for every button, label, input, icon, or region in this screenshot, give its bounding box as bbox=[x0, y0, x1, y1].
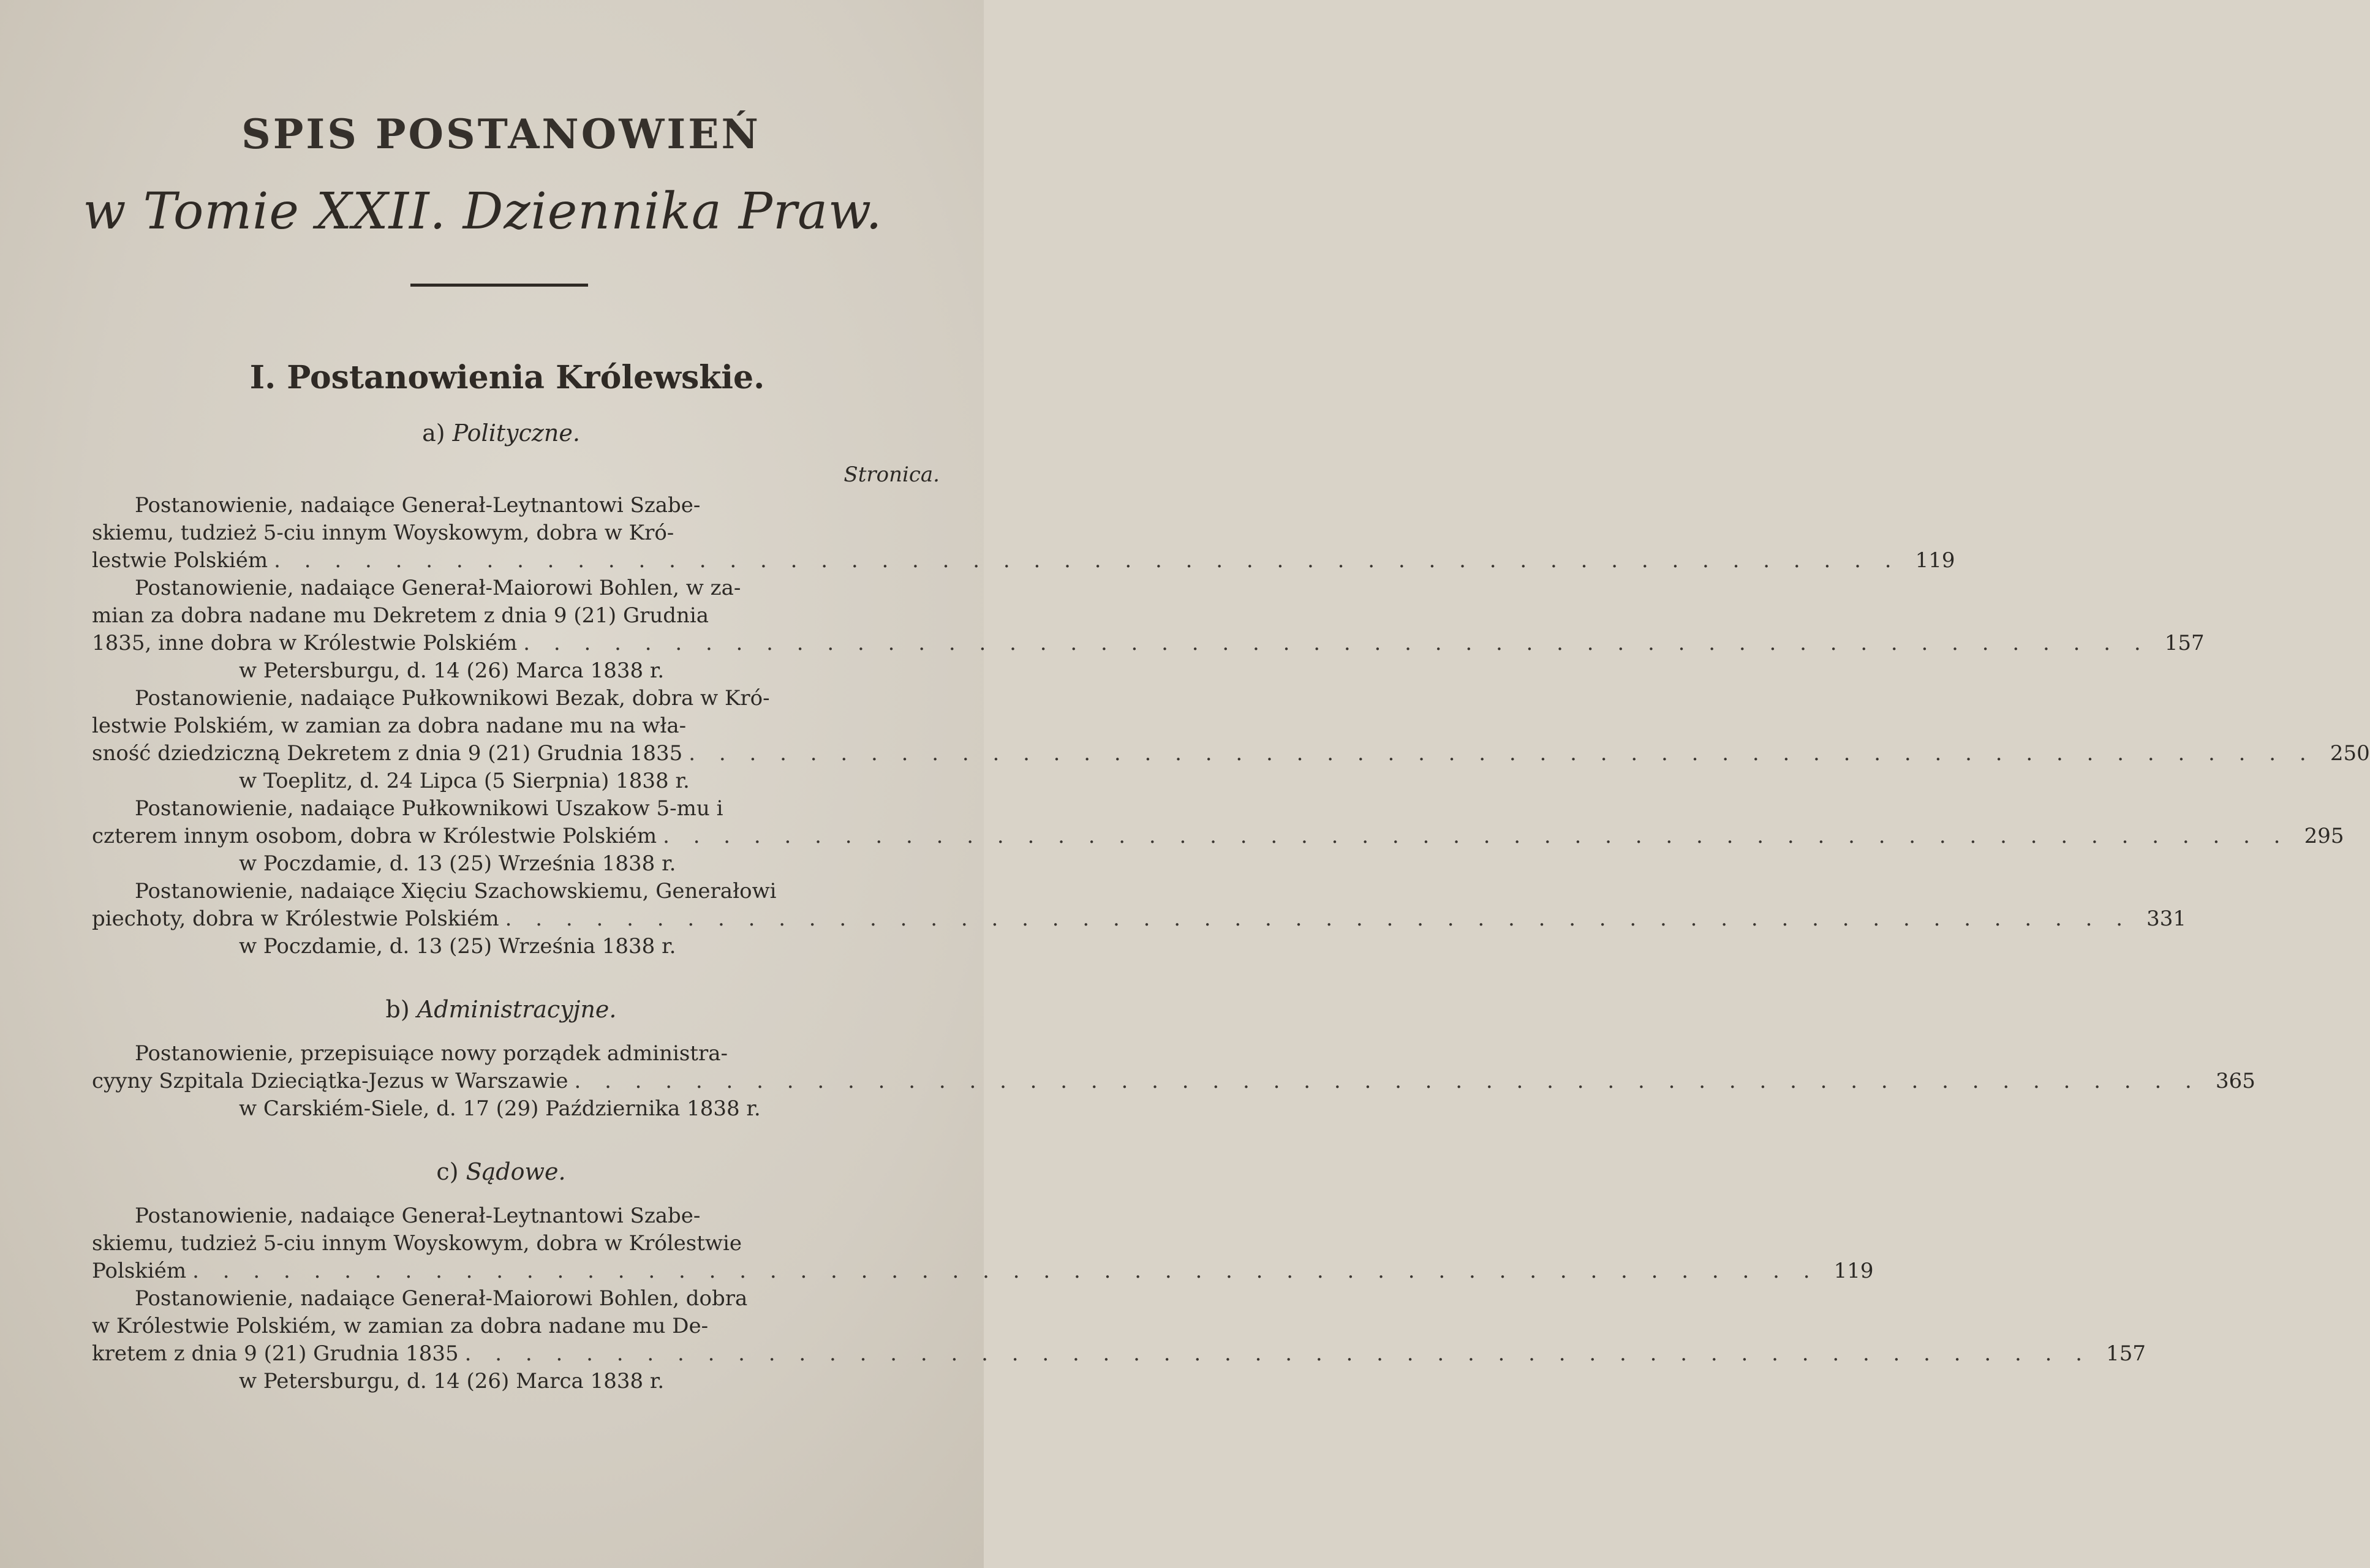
title-divider bbox=[410, 284, 588, 287]
entry-date: w Toeplitz, d. 24 Lipca (5 Sierpnia) 1838 r. bbox=[239, 769, 690, 793]
subsection-b-heading bbox=[92, 996, 910, 1023]
leader-dots: . . . . . . . . . . . . . . . . . . . . . . . . . . . . . . . . . . . . . . . . . . . . . . . . . . . . . . bbox=[523, 631, 2149, 655]
subsection-c-letter: c) bbox=[436, 1158, 459, 1185]
entry-page-number: 119 bbox=[1833, 1259, 1874, 1283]
entry-line: cyyny Szpitala Dzieciątka-Jezus w Warszawie . . . . . . . . . . . . . . . . . . . . . . . . . . . . . . . . . . . . . . . . . . . . . . . . . . . . . . 365 bbox=[92, 1068, 910, 1095]
entry-page-number: 250 bbox=[2330, 741, 2370, 766]
leader-dots: . . . . . . . . . . . . . . . . . . . . . . . . . . . . . . . . . . . . . . . . . . . . . . . . . . . . . . bbox=[505, 907, 2132, 931]
entry-line: czterem innym osobom, dobra w Królestwie Polskiém . . . . . . . . . . . . . . . . . . . . . . . . . . . . . . . . . . . . . . . . . . . . . . . . . . . . . . 295 bbox=[92, 823, 910, 850]
leader-dots: . . . . . . . . . . . . . . . . . . . . . . . . . . . . . . . . . . . . . . . . . . . . . . . . . . . . . . bbox=[192, 1259, 1819, 1283]
entries-list-c bbox=[92, 1202, 2146, 1395]
subsection-a-heading bbox=[92, 420, 910, 447]
entry-line: Postanowienie, nadaiące Pułkownikowi Bezak, dobra w Kró- bbox=[135, 686, 770, 710]
entry-line: Postanowienie, nadaiące Pułkownikowi Uszakow 5-mu i bbox=[135, 796, 723, 821]
entry-line: Postanowienie, nadaiące Generał-Maiorowi Bohlen, w za- bbox=[135, 576, 741, 600]
subsection-a-label: Polityczne. bbox=[452, 420, 580, 447]
entry-line: Polskiém . . . . . . . . . . . . . . . . . . . . . . . . . . . . . . . . . . . . . . . . . . . . . . . . . . . . . . 119 bbox=[92, 1257, 910, 1285]
entry-line: lestwie Polskiém . . . . . . . . . . . . . . . . . . . . . . . . . . . . . . . . . . . . . . . . . . . . . . . . . . . . . . 119 bbox=[92, 547, 910, 575]
section-heading: I. Postanowienia Królewskie. bbox=[249, 359, 765, 396]
subsection-a-letter: a) bbox=[422, 420, 445, 447]
subsection-c-label: Sądowe. bbox=[466, 1158, 566, 1185]
leader-dots: . . . . . . . . . . . . . . . . . . . . . . . . . . . . . . . . . . . . . . . . . . . . . . . . . . . . . . bbox=[464, 1341, 2091, 1366]
entry-line: Postanowienie, nadaiące Xięciu Szachowskiemu, Generałowi bbox=[135, 879, 777, 903]
entry-line: skiemu, tudzież 5-ciu innym Woyskowym, dobra w Kró- bbox=[92, 521, 674, 545]
leader-dots: . . . . . . . . . . . . . . . . . . . . . . . . . . . . . . . . . . . . . . . . . . . . . . . . . . . . . . bbox=[574, 1069, 2200, 1093]
entry-line: lestwie Polskiém, w zamian za dobra nadane mu na wła- bbox=[92, 714, 687, 738]
entry-line: sność dziedziczną Dekretem z dnia 9 (21) Grudnia 1835 . . . . . . . . . . . . . . . . . . . . . . . . . . . . . . . . . . . . . . . . . . . . . . . . . . . . . . 250 bbox=[92, 740, 910, 767]
entry-line: Postanowienie, nadaiące Generał-Maiorowi Bohlen, dobra bbox=[135, 1286, 748, 1311]
entry-line: kretem z dnia 9 (21) Grudnia 1835 . . . . . . . . . . . . . . . . . . . . . . . . . . . . . . . . . . . . . . . . . . . . . . . . . . . . . . 157 bbox=[92, 1340, 910, 1368]
entries-list-b bbox=[92, 1040, 2255, 1123]
entry-date: w Carskiém-Siele, d. 17 (29) Października 1838 r. bbox=[239, 1096, 761, 1121]
entry-line: Postanowienie, nadaiące Generał-Leytnantowi Szabe- bbox=[135, 493, 701, 518]
entry-date: w Petersburgu, d. 14 (26) Marca 1838 r. bbox=[239, 1369, 665, 1393]
subsection-b-label: Administracyjne. bbox=[417, 996, 617, 1023]
entry-date: w Petersburgu, d. 14 (26) Marca 1838 r. bbox=[239, 658, 665, 683]
entry-date: w Poczdamie, d. 13 (25) Września 1838 r. bbox=[239, 934, 676, 959]
entry-page-number: 119 bbox=[1915, 548, 1955, 573]
entry-line: skiemu, tudzież 5-ciu innym Woyskowym, dobra w Królestwie bbox=[92, 1231, 742, 1256]
entry-line: 1835, inne dobra w Królestwie Polskiém . . . . . . . . . . . . . . . . . . . . . . . . . . . . . . . . . . . . . . . . . . . . . . . . . . . . . . 157 bbox=[92, 630, 910, 657]
entry-page-number: 365 bbox=[2215, 1069, 2255, 1093]
entry-line: w Królestwie Polskiém, w zamian za dobra nadane mu De- bbox=[92, 1314, 709, 1338]
leader-dots: . . . . . . . . . . . . . . . . . . . . . . . . . . . . . . . . . . . . . . . . . . . . . . . . . . . . . . bbox=[663, 824, 2289, 848]
document-title: SPIS POSTANOWIEŃ bbox=[241, 110, 761, 158]
entry-page-number: 331 bbox=[2146, 907, 2187, 931]
entry-page-number: 295 bbox=[2304, 824, 2344, 848]
leader-dots: . . . . . . . . . . . . . . . . . . . . . . . . . . . . . . . . . . . . . . . . . . . . . . . . . . . . . . bbox=[689, 741, 2315, 766]
entry-line: piechoty, dobra w Królestwie Polskiém . . . . . . . . . . . . . . . . . . . . . . . . . . . . . . . . . . . . . . . . . . . . . . . . . . . . . . 331 bbox=[92, 905, 910, 933]
entry-line: Postanowienie, przepisuiące nowy porządek administra- bbox=[135, 1041, 728, 1066]
entry-page-number: 157 bbox=[2164, 631, 2205, 655]
leader-dots: . . . . . . . . . . . . . . . . . . . . . . . . . . . . . . . . . . . . . . . . . . . . . . . . . . . . . . bbox=[274, 548, 1900, 573]
subsection-c-heading bbox=[92, 1158, 910, 1185]
entry-date: w Poczdamie, d. 13 (25) Września 1838 r. bbox=[239, 851, 676, 876]
document-subtitle: w Tomie XXII. Dziennika Praw. bbox=[83, 183, 883, 241]
entry-line: mian za dobra nadane mu Dekretem z dnia 9 (21) Grudnia bbox=[92, 603, 709, 628]
entries-list-a bbox=[92, 492, 2370, 960]
entry-line: Postanowienie, nadaiące Generał-Leytnantowi Szabe- bbox=[135, 1204, 701, 1228]
page-column-header: Stronica. bbox=[843, 462, 940, 487]
entry-page-number: 157 bbox=[2106, 1341, 2146, 1366]
subsection-b-letter: b) bbox=[385, 996, 410, 1023]
